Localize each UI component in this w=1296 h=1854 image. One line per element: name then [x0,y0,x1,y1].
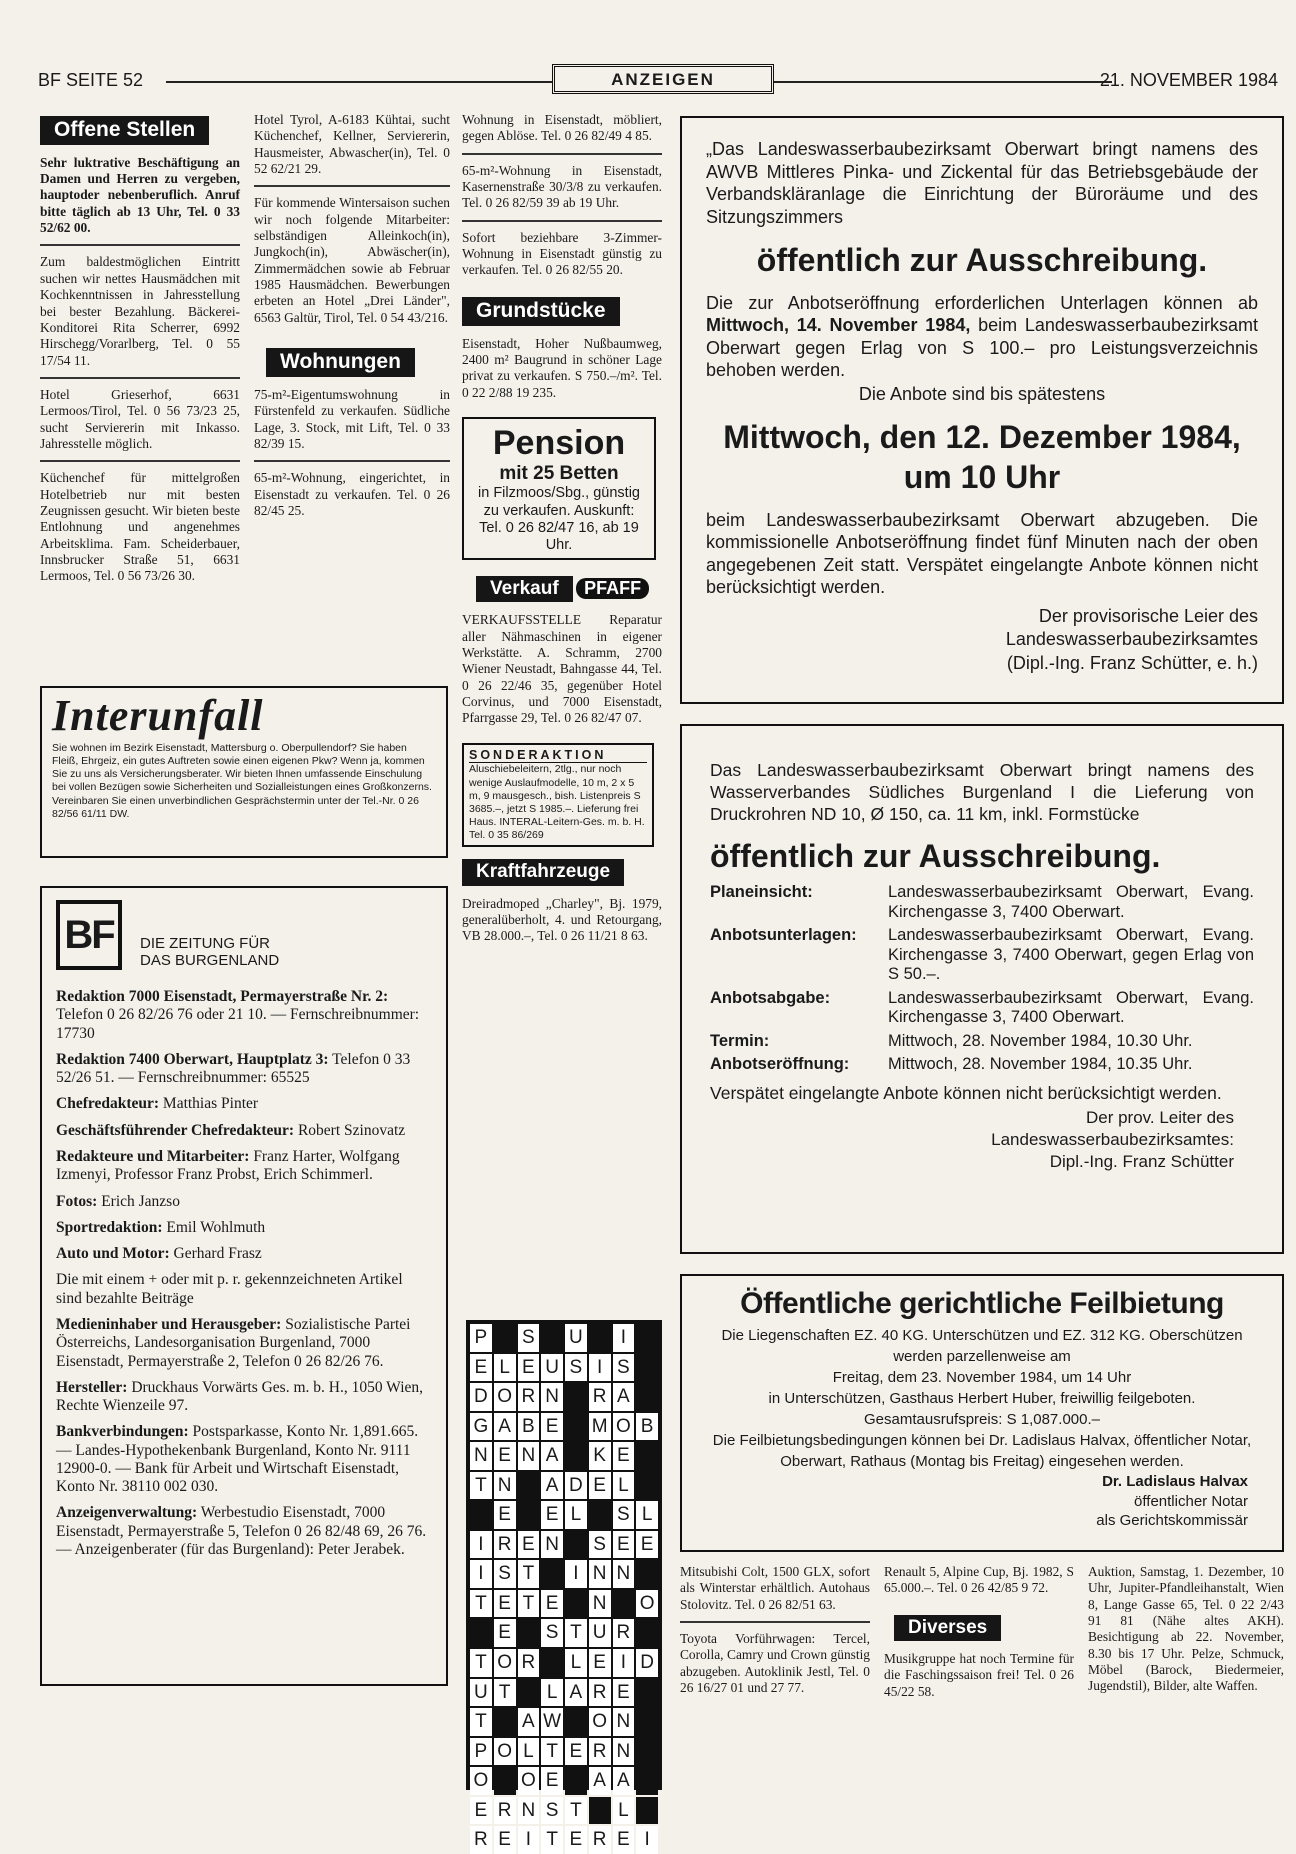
crossword-cell: B [636,1413,658,1441]
crossword-cell: E [541,1413,563,1441]
crossword-cell [565,1383,587,1411]
crossword-grid [470,1324,658,1851]
crossword-cell: T [541,1738,563,1766]
classified-ad: Mitsubishi Colt, 1500 GLX, sofort als Winterstar erhältlich. Autohaus Stolovitz. Tel. 0 26 82/51 63. [680,1564,870,1623]
interunfall-text: Sie wohnen im Bezirk Eisenstadt, Mattersburg o. Oberpullendorf? Sie haben Fleiß, Ehrgeiz, ein gutes Auftreten sowie einen eigenen Pkw? Wenn ja, kommen Sie zu uns als Versicherungsberater. Wir bieten Ihnen umfassende Einschulung bei vollen Bezügen sowie Sicherheiten und Sozialleistungen eines Großkonzerns. Vereinbaren Sie einen unverbindlichen Gesprächstermin unter der Tel.-Nr. 0 26 82/56 61/11 DW. [52,742,432,820]
crossword-cell: S [589,1531,611,1559]
crossword-cell [565,1708,587,1736]
crossword-cell: T [541,1826,563,1854]
bottom-col-3 [1088,1564,1284,1711]
notice2-row: Anbotseröffnung: Mittwoch, 28. November 1984, 10.35 Uhr. [710,1055,1193,1074]
notice1-intro: „Das Landeswasserbaubezirksamt Oberwart bringt namens des AWVB Mittleres Pinka- und Zickental für das Betriebsgebäude der Verbandskläranlage die Einrichtung der Büroräume und des Sitzungszimmers [706,139,1258,227]
notice1-details: Die zur Anbotseröffnung erforderlichen Unterlagen können ab Mittwoch, 14. November 1984, beim Landeswasserbaubezirksamt Oberwart gegen Erlag von S 100.– pro Leistungsverzeichnis behoben werden. [706,292,1259,381]
pension-title: Pension [492,423,626,462]
impressum-entry: Fotos: Erich Janzso [56,1192,180,1210]
crossword-cell: A [589,1767,611,1795]
crossword-cell: S [494,1560,516,1588]
crossword-cell: O [494,1649,516,1677]
impressum-entry: Chefredakteur: Matthias Pinter [56,1095,259,1113]
bottom-col-1 [680,1564,870,1712]
interunfall-logo: Interunfall [52,691,264,740]
bottom-col-2 [884,1564,1074,1716]
impressum-entry: Bankverbindungen: Postsparkasse, Konto Nr. 1,891.665. — Landes-Hypothekenbank Burgenland, Konto Nr. 9111 12900-0. — Bank für Arbeit und Wirtschaft Eisenstadt, Konto Nr. 38110 002 030. [56,1423,419,1496]
crossword-cell: O [613,1413,635,1441]
classified-ad: VERKAUFSSTELLE Reparatur aller Nähmaschinen in eigener Werkstätte. A. Schramm, 2700 Wiener Neustadt, Bahngasse 44, Tel. 0 26 22/46 35, gegenüber Hotel Corvinus, und 7000 Eisenstadt, Pfarrgasse 29, Tel. 0 26 82/47 07. [462,612,662,726]
crossword-cell [518,1679,540,1707]
crossword-cell [636,1324,658,1352]
impressum-tagline-2: DAS BURGENLAND [140,952,280,970]
crossword-cell: A [613,1767,635,1795]
classified-ad: Küchenchef für mittelgroßen Hotelbetrieb nur mit besten Zeugnissen gesucht. Wir bieten beste Entlohnung und angenehmes Arbeitsklima. Fam. Scheiderbauer, Innsbrucker Straße 51, 6631 Lermoos, Tel. 0 56 73/26 30. [40,470,240,584]
issue-date: 21. NOVEMBER 1984 [1099,70,1278,90]
crossword-cell: U [589,1619,611,1647]
classified-ad: Für kommende Wintersaison suchen wir noch folgende Mitarbeiter: selbständigen Alleinkoch(in), Jungkoch(in), Abwäscher(in), Zimmermädchen sowie ab Februar 1985 Hausmädchen. Bewerbungen erbeten an Hotel „Drei Länder", 6563 Galtür, Tirol, Tel. 0 54 43/216. [254,195,450,325]
crossword-cell: O [518,1767,540,1795]
crossword-cell: T [565,1619,587,1647]
impressum-entry: Sportredaktion: Emil Wohlmuth [56,1218,266,1236]
crossword-cell: G [470,1413,492,1441]
crossword-cell: E [494,1619,516,1647]
notice3-signature: Dr. Ladislaus Halvax öffentlicher Notar als Gerichtskommissär [1096,1473,1248,1530]
classified-ad: Wohnung in Eisenstadt, möbliert, gegen Ablöse. Tel. 0 26 82/49 4 85. [462,112,662,155]
crossword-cell: L [613,1797,635,1825]
column-3 [462,112,662,961]
crossword-cell: E [613,1826,635,1854]
pension-subtitle: mit 25 Betten [499,463,619,484]
crossword-cell: E [541,1767,563,1795]
crossword-cell: T [470,1590,492,1618]
crossword-cell: N [518,1442,540,1470]
crossword-cell: S [613,1354,635,1382]
impressum-entry: Auto und Motor: Gerhard Frasz [56,1245,262,1263]
crossword-cell: T [470,1708,492,1736]
crossword-cell [636,1354,658,1382]
notice-ausschreibung-1 [680,116,1284,704]
crossword-cell: N [589,1590,611,1618]
notice2-signature: Der prov. Leiter des Landeswasserbaubezirksamtes: Dipl.-Ing. Franz Schütter [991,1108,1234,1172]
crossword-cell: E [541,1501,563,1529]
crossword-cell [636,1619,658,1647]
crossword-cell: S [565,1354,587,1382]
notice2-row: Planeinsicht: Landeswasserbaubezirksamt Oberwart, Evang. Kirchengasse 3, 7400 Oberwart. [710,883,1254,921]
crossword-cell: A [518,1708,540,1736]
crossword-cell [589,1501,611,1529]
classified-ad: 65-m²-Wohnung in Eisenstadt, Kasernenstraße 30/3/8 zu verkaufen. Tel. 0 26 82/59 39 ab 19 Uhr. [462,163,662,222]
crossword-cell: R [613,1619,635,1647]
notice2-heading: öffentlich zur Ausschreibung. [710,837,1161,874]
crossword-cell: I [470,1560,492,1588]
impressum-list [56,988,432,1559]
crossword-cell: T [518,1590,540,1618]
crossword-cell [470,1501,492,1529]
crossword-cell: T [470,1649,492,1677]
notice-feilbietung [680,1274,1284,1552]
crossword-cell [541,1560,563,1588]
bf-logo: BF [56,900,122,970]
crossword-cell: B [518,1413,540,1441]
classified-ad: Sofort beziehbare 3-Zimmer-Wohnung in Eisenstadt günstig zu verkaufen. Tel. 0 26 82/55 20. [462,229,662,278]
crossword-cell: E [541,1590,563,1618]
crossword-cell [494,1767,516,1795]
crossword-cell: E [565,1826,587,1854]
crossword-cell: S [518,1324,540,1352]
heading-grundstuecke: Grundstücke [462,297,620,326]
classified-ad: Eisenstadt, Hoher Nußbaumweg, 2400 m² Baugrund in schöner Lage privat zu verkaufen. S 750.–/m². Tel. 0 22 2/88 19 235. [462,335,662,400]
crossword-cell: A [565,1679,587,1707]
crossword-cell: I [565,1560,587,1588]
crossword-cell: N [494,1472,516,1500]
crossword-cell [565,1413,587,1441]
crossword-cell: E [494,1442,516,1470]
crossword-cell: N [613,1738,635,1766]
impressum-entry: Medieninhaber und Herausgeber: Sozialistische Partei Österreichs, Landesorganisation Burgenland, 7000 Eisenstadt, Permayerstraße 2, Telefon 0 26 82/26 76. [56,1315,411,1370]
crossword-cell [541,1324,563,1352]
classified-ad: 65-m²-Wohnung, eingerichtet, in Eisenstadt zu verkaufen. Tel. 0 26 82/45 25. [254,470,450,518]
crossword-cell: R [589,1383,611,1411]
crossword-cell [494,1708,516,1736]
impressum-entry: Hersteller: Druckhaus Vorwärts Ges. m. b. H., 1050 Wien, Rechte Wienzeile 97. [56,1378,424,1415]
crossword-cell [636,1708,658,1736]
impressum-entry: Anzeigenverwaltung: Werbestudio Eisenstadt, 7000 Eisenstadt, Permayerstraße 5, Telefon 0 26 82/48 69, 26 76. — Anzeigenberater (für das Burgenland): Peter Jerabek. [56,1504,427,1559]
crossword-cell [518,1501,540,1529]
classified-ad: 75-m²-Eigentumswohnung in Fürstenfeld zu verkaufen. Südliche Lage, 3. Stock, mit Lift, Tel. 0 33 82/39 15. [254,387,450,462]
crossword-cell: O [470,1767,492,1795]
crossword-cell: N [613,1708,635,1736]
heading-offene-stellen: Offene Stellen [40,116,209,145]
crossword-cell [518,1619,540,1647]
crossword-cell: I [613,1649,635,1677]
crossword-cell: N [589,1560,611,1588]
crossword-cell [636,1679,658,1707]
notice3-heading: Öffentliche gerichtliche Feilbietung [740,1287,1224,1320]
crossword-cell [636,1472,658,1500]
notice1-signature: Der provisorische Leier des Landeswasserbaubezirksamtes (Dipl.-Ing. Franz Schütter, e. h.) [1005,605,1258,673]
crossword-cell [565,1590,587,1618]
heading-wohnungen: Wohnungen [266,348,415,377]
crossword-cell: I [518,1826,540,1854]
column-offene-stellen [40,114,240,601]
crossword-cell: D [636,1649,658,1677]
notice2-intro: Das Landeswasserbaubezirksamt Oberwart bringt namens des Wasserverbandes Südliches Burgenland I die Lieferung von Druckrohren ND 10, Ø 150, ca. 11 km, inkl. Formstücke [710,760,1254,824]
notice3-body: Die Liegenschaften EZ. 40 KG. Unterschützen und EZ. 312 KG. Oberschützen werden parzellenweise am Freitag, dem 23. November 1984, um 14 Uhr in Unterschützen, Gasthaus Herbert Huber, freiwillig feilgeboten. Gesamtausrufspreis: S 1,087.000.– Die Feilbietungsbedingungen können bei Dr. Ladislaus Halvax, öffentlicher Notar, Oberwart, Rathaus (Montag bis Freitag) eingesehen werden. [712,1327,1252,1471]
impressum-entry: Die mit einem + oder mit p. r. gekennzeichneten Artikel sind bezahlte Beiträge [56,1271,403,1307]
crossword-cell: L [494,1354,516,1382]
heading-kraftfahrzeuge: Kraftfahrzeuge [462,859,624,885]
crossword-cell [565,1767,587,1795]
classified-ad: Hotel Tyrol, A-6183 Kühtai, sucht Küchenchef, Kellner, Serviererin, Hausmeister, Abwascher(in), Tel. 0 52 62/21 29. [254,112,450,187]
crossword-cell [636,1560,658,1588]
classified-ad: Renault 5, Alpine Cup, Bj. 1982, S 65.000.–. Tel. 0 26 42/85 9 72. [884,1564,1074,1596]
crossword-cell: M [589,1413,611,1441]
crossword-cell: E [518,1531,540,1559]
crossword-cell: I [613,1324,635,1352]
crossword-cell: D [470,1383,492,1411]
crossword-cell: N [470,1442,492,1470]
crossword-cell: K [589,1442,611,1470]
classified-ad: Sehr luktrative Beschäftigung an Damen und Herren zu vergeben, hauptoder nebenberuflich. Anruf bitte täglich ab 13 Uhr, Tel. 0 33 52/62 00. [40,155,240,247]
crossword-cell: O [494,1738,516,1766]
crossword-cell: R [494,1797,516,1825]
impressum-tagline-1: DIE ZEITUNG FÜR [140,934,270,952]
crossword-cell: S [541,1619,563,1647]
crossword-cell: E [494,1501,516,1529]
classified-ad: Zum baldestmöglichen Eintritt suchen wir nettes Hausmädchen mit Kochkenntnissen in Jahresstellung bei bester Bezahlung. Bäckerei-Konditorei Rita Scherrer, 6992 Hirschegg/Vorarlberg, Tel. 0 55 17/54 11. [40,254,240,378]
crossword-cell [470,1619,492,1647]
crossword-cell: P [470,1324,492,1352]
crossword-cell: E [636,1531,658,1559]
crossword-cell: R [518,1383,540,1411]
crossword-cell: S [541,1797,563,1825]
crossword-cell: O [636,1590,658,1618]
notice1-deadline-label: Die Anbote sind bis spätestens [858,383,1106,404]
notice2-row: Termin: Mittwoch, 28. November 1984, 10.30 Uhr. [710,1031,1193,1050]
crossword-cell [613,1590,635,1618]
notice2-note: Verspätet eingelangte Anbote können nicht berücksichtigt werden. [710,1082,1222,1103]
crossword-cell: U [541,1354,563,1382]
crossword-cell: I [470,1531,492,1559]
crossword-cell: E [589,1472,611,1500]
crossword-cell: O [494,1383,516,1411]
crossword-cell: I [589,1354,611,1382]
crossword-cell: N [541,1531,563,1559]
classified-ad: Dreiradmoped „Charley", Bj. 1979, generalüberholt, 4. und Retourgang, VB 28.000.–, Tel. 0 26 11/21 8 63. [462,895,662,944]
notice1-deadline: Mittwoch, den 12. Dezember 1984, um 10 Uhr [723,418,1241,495]
section-title: ANZEIGEN [552,64,774,94]
impressum-entry: Redakteure und Mitarbeiter: Franz Harter, Wolfgang Izmenyi, Professor Franz Probst, Erich Schimmerl. [56,1147,400,1184]
page-header [38,64,1278,94]
crossword-cell: N [541,1383,563,1411]
crossword-cell: E [613,1679,635,1707]
page-number: BF SEITE 52 [38,70,144,90]
crossword-cell: A [613,1383,635,1411]
impressum-entry: Redaktion 7400 Oberwart, Hauptplatz 3: Telefon 0 33 52/26 51. — Fernschreibnummer: 65525 [56,1050,411,1087]
crossword-cell: E [470,1797,492,1825]
crossword-cell [565,1442,587,1470]
sonderaktion-title: SONDERAKTION [469,748,647,764]
crossword-cell [565,1531,587,1559]
crossword-cell: R [518,1649,540,1677]
crossword-cell: E [494,1590,516,1618]
notice2-table [710,883,1254,1074]
crossword-cell [589,1797,611,1825]
crossword-cell: R [589,1826,611,1854]
crossword-cell: E [613,1531,635,1559]
crossword-cell: O [589,1708,611,1736]
impressum-entry: Geschäftsführender Chefredakteur: Robert Szinovatz [56,1121,406,1139]
crossword-cell: T [518,1560,540,1588]
crossword-cell: T [565,1797,587,1825]
crossword-cell: U [565,1324,587,1352]
crossword-cell: E [494,1826,516,1854]
impressum-entry: Redaktion 7000 Eisenstadt, Permayerstraße Nr. 2: Telefon 0 26 82/26 76 oder 21 10. — Fernschreibnummer: 17730 [56,988,420,1042]
crossword-cell: U [470,1679,492,1707]
crossword-cell [541,1649,563,1677]
crossword-cell: A [541,1472,563,1500]
pension-ad [462,417,656,560]
classified-ad: Toyota Vorführwagen: Tercel, Corolla, Camry und Crown günstig abzugeben. Autoklinik Jestl, Tel. 0 26 16/27 01 und 27 77. [680,1631,870,1696]
crossword-cell: E [565,1738,587,1766]
crossword-cell: A [494,1413,516,1441]
heading-verkauf: Verkauf [476,576,573,602]
crossword-cell: L [518,1738,540,1766]
crossword-cell: L [565,1501,587,1529]
crossword-cell: W [541,1708,563,1736]
crossword-cell: A [541,1442,563,1470]
crossword-cell: D [565,1472,587,1500]
notice2-row: Anbotsunterlagen: Landeswasserbaubezirksamt Oberwart, Evang. Kirchengasse 3, 7400 Oberwart, gegen Erlag von S 50.–. [710,926,1254,984]
crossword-cell [518,1472,540,1500]
crossword-cell [636,1442,658,1470]
crossword-cell: E [589,1649,611,1677]
classified-ad: Auktion, Samstag, 1. Dezember, 10 Uhr, Jupiter-Pfandleihanstalt, Wien 8, Lange Gasse 65, Tel. 0 22 2/43 91 81 (Nähe altes AKH). Besichtigung ab 22. November, 8.30 bis 17 Uhr. Pelze, Schmuck, Möbel (Barock, Biedermeier, Jugendstil), Bilder, alte Waffen. [1088,1564,1284,1694]
crossword-cell: T [494,1679,516,1707]
crossword-cell: E [613,1442,635,1470]
crossword-cell: P [470,1738,492,1766]
crossword-cell: N [518,1797,540,1825]
notice2-row: Anbotsabgabe: Landeswasserbaubezirksamt Oberwart, Evang. Kirchengasse 3, 7400 Oberwart. [710,988,1254,1027]
crossword-cell: R [470,1826,492,1854]
header-rule-right [774,81,1112,83]
crossword-cell: L [565,1649,587,1677]
notice1-body: beim Landeswasserbaubezirksamt Oberwart abzugeben. Die kommissionelle Anbotseröffnung findet fünf Minuten nach der oben angegebenen Zeit statt. Verspätet eingelangte Anbote können nicht berücksichtigt werden. [706,509,1258,598]
classified-ad: Hotel Grieserhof, 6631 Lermoos/Tirol, Tel. 0 56 73/23 25, sucht Serviererin mit Inkasso. Jahresstelle möglich. [40,387,240,462]
crossword-puzzle [466,1320,662,1851]
crossword-cell: I [636,1826,658,1854]
header-rule-left [166,81,552,83]
heading-diverses: Diverses [894,1615,1001,1641]
notice-ausschreibung-2 [680,724,1284,1254]
crossword-cell: R [589,1679,611,1707]
crossword-cell: S [613,1501,635,1529]
crossword-cell: E [518,1354,540,1382]
crossword-cell [636,1383,658,1411]
crossword-cell [494,1324,516,1352]
crossword-cell: E [470,1354,492,1382]
crossword-cell: T [470,1472,492,1500]
crossword-cell [636,1738,658,1766]
crossword-cell: L [636,1501,658,1529]
crossword-cell: L [541,1679,563,1707]
pension-text: in Filzmoos/Sbg., günstig zu verkaufen. Auskunft: Tel. 0 26 82/47 16, ab 19 Uhr. [478,485,640,553]
classified-ad: Musikgruppe hat noch Termine für die Faschingssaison frei! Tel. 0 26 45/22 58. [884,1651,1074,1699]
impressum-box [40,886,448,1686]
column-2 [254,112,450,535]
notice1-heading: öffentlich zur Ausschreibung. [756,242,1208,278]
crossword-cell: N [613,1560,635,1588]
sonderaktion-ad [462,743,654,848]
crossword-cell: R [494,1531,516,1559]
sonderaktion-text: Aluschiebeleitern, 2tlg., nur noch wenige Auslaufmodelle, 10 m, 2 x 5 m, 9 mausgesch., bish. Listenpreis S 3685.–, jetzt S 1985.–. Lieferung frei Haus. INTERAL-Leitern-Ges. m. b. H. Tel. 0 35 86/269 [469,763,645,842]
pfaff-logo: PFAFF [576,578,649,599]
crossword-cell [636,1767,658,1795]
crossword-cell [589,1324,611,1352]
crossword-cell: R [589,1738,611,1766]
crossword-cell: L [613,1472,635,1500]
crossword-cell [636,1797,658,1825]
interunfall-ad [40,686,448,858]
